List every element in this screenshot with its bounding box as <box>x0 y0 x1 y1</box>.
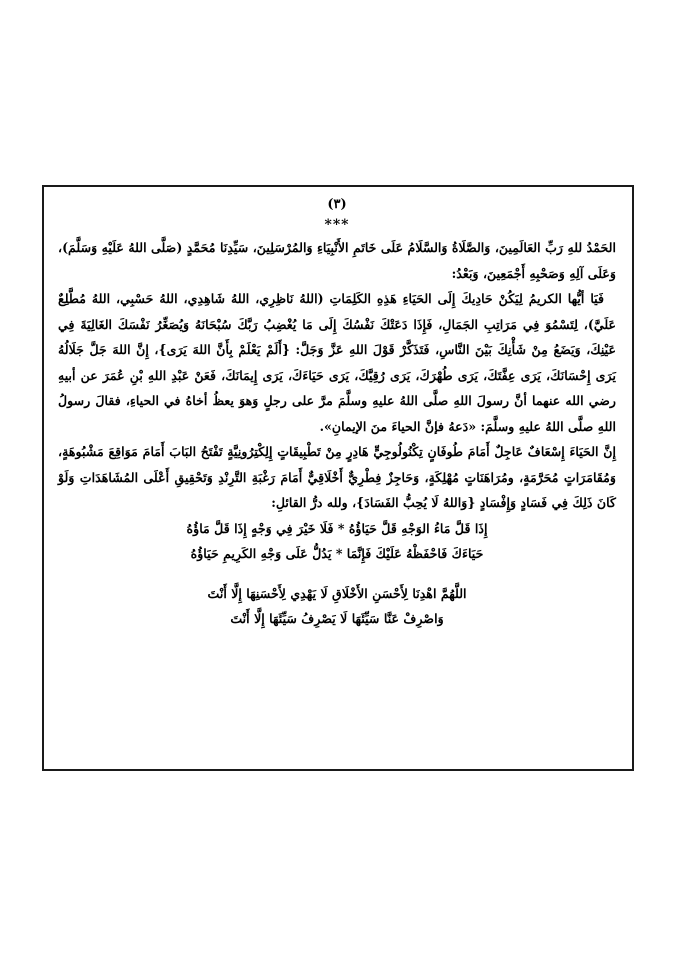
prayer-line: اللَّهُمَّ اهْدِنَا لِأَحْسَنِ الأَخْلَاقِ لَا يَهْدِي لِأَحْسَنِهَا إِلَّا أَنْتَ <box>207 585 467 601</box>
page-number: (٣) <box>327 197 347 212</box>
document-body <box>58 235 616 516</box>
paragraph-technology: إِنَّ الحَيَاءَ إِسْعَافٌ عَاجِلٌ أَمَامَ طُوفَانٍ تِكْنُولُوجِيٍّ هَادِرٍ مِنْ تَطْبِيقَاتٍ إِلِكْتِرُونِيَّةٍ تَفْتَحُ البَابَ أَمَامَ مَوَاقِعَ مَشْبُوهَةٍ، وَمُقَامَرَاتٍ مُحَرَّمَةٍ، ومُرَاهَنَاتٍ مُهْلِكَةٍ، وَحَاجِزٌ فِطْرِيٌّ أَخْلَاقِيٌّ أَمَامَ رَغْبَةِ التَّرِنْدِ وَتَحْقِيقِ أَعْلَى المُشَاهَدَاتِ وَلَوْ كَانَ ذَلِكَ فِي فَسَادٍ وَإِفْسَادٍ {وَاللهُ لَا يُحِبُّ الفَسَادَ}، ولله درُّ القائلِ: <box>58 444 616 510</box>
poem <box>58 516 616 567</box>
paragraph-modesty: فَيَا أيُّها الكريمُ لِيَكُنْ حَادِيكَ إِلَى الحَيَاءِ هَذِهِ الكَلِمَاتِ (اللهُ نَاظِرِي، اللهُ شَاهِدِي، اللهُ حَسْبِي، اللهُ مُطَّلِعٌ عَلَيَّ)، لِتَسْمُوَ فِي مَرَاتِبِ الجَمَالِ، فَإِذَا دَعَتْكَ نَفْسُكَ إِلَى مَا يُغْضِبُ رَبَّكَ سُبْحَانَهُ وَيُصَغِّرُ نَفْسَكَ الغَالِيَةَ فِي عَيْنِكَ، وَيَضَعُ مِنْ شَأْنِكَ بَيْنَ النَّاسِ، فَتَذَكَّرْ قَوْلَ اللهِ عَزَّ وَجَلَّ: {أَلَمْ يَعْلَمْ بِأَنَّ اللهَ يَرَى}، إِنَّ اللهَ جَلَّ جَلَالُهُ يَرَى إِحْسَانَكَ، يَرَى عِفَّتَكَ، يَرَى طُهْرَكَ، يَرَى رُقِيَّكَ، يَرَى حَيَاءَكَ، يَرَى إِيمَانَكَ، فَعَنْ عَبْدِ اللهِ بْنِ عُمَرَ عن أبيهِ رضي الله عنهما أنَّ رسولَ اللهِ صلَّى اللهُ عليهِ وسلَّمَ مرَّ على رجلٍ وَهوَ يعظُ أخاهُ في الحياءِ، فقالَ رسولُ اللهِ صلَّى اللهُ عليهِ وسلَّمَ: «دَعهُ فإنَّ الحياءَ منَ الإيمانِ». <box>58 291 616 434</box>
poem-verse: إِذَا قَلَّ مَاءُ الوَجْهِ قَلَّ حَيَاؤُهُ * فَلَا خَيْرَ فِي وَجْهٍ إِذَا قَلَّ مَاؤُهُ <box>186 520 488 536</box>
section-separator: *** <box>324 217 350 233</box>
opening-paragraph: الحَمْدُ للهِ رَبِّ العَالَمِينَ، وَالصَّلَاةُ وَالسَّلَامُ عَلَى خَاتَمِ الأَنْبِيَاءِ وَالمُرْسَلِينَ، سَيِّدِنَا مُحَمَّدٍ (صَلَّى اللهُ عَلَيْهِ وَسَلَّمَ)، وَعَلَى آلِهِ وَصَحْبِهِ أَجْمَعِينَ، وَبَعْدُ: <box>58 240 616 281</box>
poem-verse: حَيَاءَكَ فَاحْفَظْهُ عَلَيْكَ فَإِنَّمَا * يَدُلُّ عَلَى وَجْهِ الكَرِيمِ حَيَاؤُهُ <box>190 546 484 561</box>
page-frame <box>42 185 634 771</box>
prayer-line: وَاصْرِفْ عَنَّا سَيِّئَهَا لَا يَصْرِفُ سَيِّئَهَا إِلَّا أَنْتَ <box>230 610 444 626</box>
closing-prayer <box>58 581 616 631</box>
